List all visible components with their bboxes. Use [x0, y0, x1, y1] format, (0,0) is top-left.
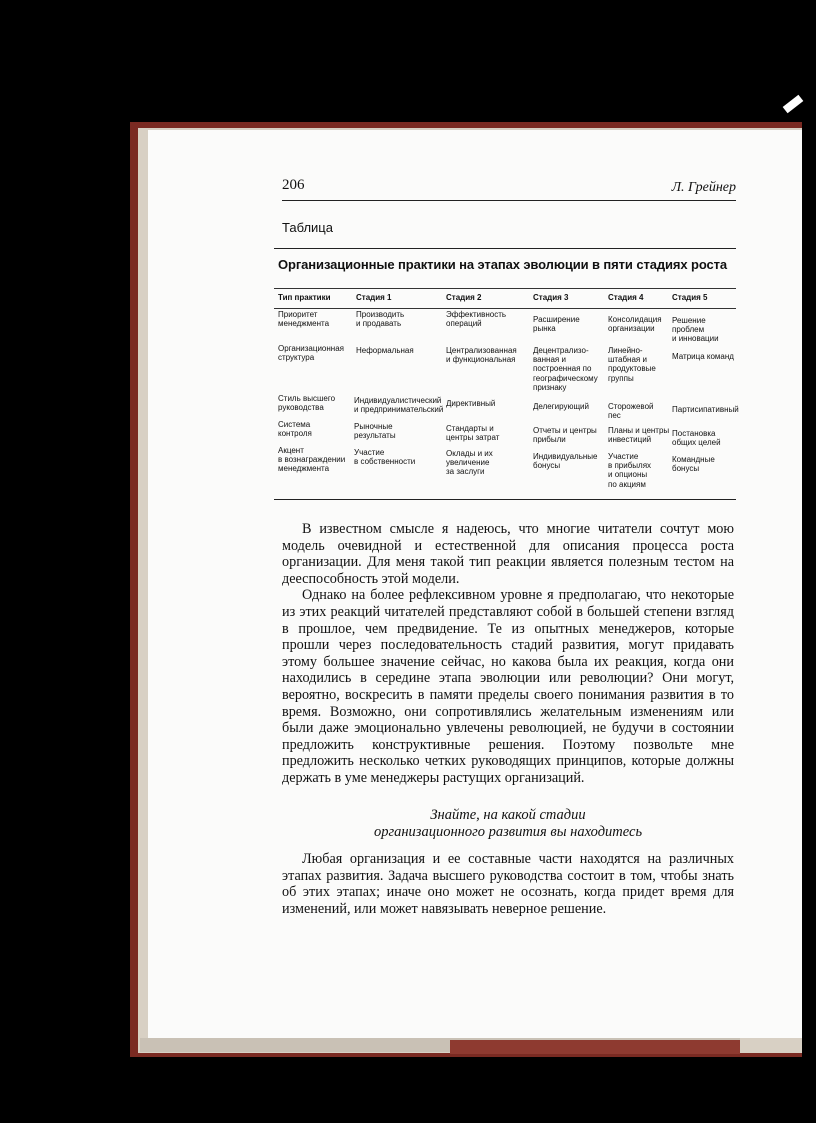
table-cell: Акцент в вознаграждении менеджмента	[278, 446, 346, 474]
scan-corner-mark	[783, 95, 804, 114]
table-cell: Постановка общих целей	[672, 429, 721, 448]
table-cell: Матрица команд	[672, 352, 734, 361]
table-cell: Консолидация организации	[608, 315, 662, 334]
table-header-practice: Тип практики	[278, 293, 331, 302]
page-number: 206	[282, 177, 305, 193]
table-cell: Стиль высшего руководства	[278, 394, 336, 413]
table-rule	[274, 308, 736, 309]
table-cell: Производить и продавать	[356, 310, 405, 329]
table-rule	[274, 288, 736, 289]
cover-bottom-edge	[450, 1040, 740, 1054]
paragraph: Однако на более рефлексивном уровне я предполагаю, что некоторые из этих реакций читателей представляют собой в большей степени взгляд в прошлое, чем предвидение. Те из опытных менеджеров, которые прошли через последовательность стадий развития, могут придавать этому большее значение сейчас, но какова была их реакция, когда они находились в середине этапа эволюции или революции? Они могут, вероятно, воскресить в памяти пределы своего понимания развития в то время. Возможно, они сопротивлялись желательным изменениям или были даже эмоционально увлечены революцией, не будучи в состоянии предложить конструктивные решения. Поэтому позвольте мне предложить несколько четких руководящих принципов, которые должны держать в уме менеджеры растущих организаций.	[282, 587, 734, 786]
table-cell: Командные бонусы	[672, 455, 715, 474]
table-cell: Приоритет менеджмента	[278, 310, 330, 329]
paragraph: В известном смысле я надеюсь, что многие читатели сочтут мою модель очевидной и естественной для описания процесса роста организации. Для меня такой тип реакции является полезным тестом на дееспособность этой модели.	[282, 521, 734, 587]
table-cell: Децентрализо- ванная и построенная по географическому признаку	[533, 346, 598, 392]
table-cell: Линейно- штабная и продуктовые группы	[608, 346, 656, 383]
table-header-stage-2: Стадия 2	[446, 293, 482, 302]
running-author: Л. Грейнер	[671, 180, 736, 195]
table-cell: Партисипативный	[672, 405, 739, 414]
section-heading: Знайте, на какой стадии организационного развития вы находитесь	[373, 807, 643, 840]
table-cell: Стандарты и центры затрат	[446, 424, 500, 443]
table-rule	[274, 499, 736, 500]
table-cell: Централизованная и функциональная	[446, 346, 517, 365]
table-cell: Сторожевой пес	[608, 402, 654, 421]
table-cell: Индивидуалистический и предпринимательский	[354, 396, 444, 415]
table-cell: Участие в прибылях и опционы по акциям	[608, 452, 652, 489]
table-cell: Директивный	[446, 399, 496, 408]
table-cell: Планы и центры инвестиций	[608, 426, 670, 445]
paragraph: Любая организация и ее составные части находятся на различных этапах развития. Задача высшего руководства состоит в том, чтобы знать об этих этапах; иначе оно может не осознать, когда придет время для изменений, или может навязывать неверное решение.	[282, 851, 734, 917]
running-head	[282, 176, 736, 201]
body-text-block-2	[282, 851, 734, 917]
table-title: Организационные практики на этапах эволюции в пяти стадиях роста	[278, 257, 728, 272]
table-cell: Оклады и их увеличение за заслуги	[446, 449, 493, 477]
table-cell: Рыночные результаты	[354, 422, 396, 441]
table-cell: Организационная структура	[278, 344, 344, 363]
table-cell: Делегирующий	[533, 402, 589, 411]
table-cell: Неформальная	[356, 346, 414, 355]
table-cell: Эффективность операций	[446, 310, 507, 329]
table-label: Таблица	[282, 220, 333, 235]
table-header-stage-1: Стадия 1	[356, 293, 392, 302]
table-cell: Индивидуальные бонусы	[533, 452, 598, 471]
table-cell: Решение проблем и инновации	[672, 316, 719, 344]
table-header-stage-4: Стадия 4	[608, 293, 644, 302]
table-cell: Участие в собственности	[354, 448, 416, 467]
body-text-block-1	[282, 521, 734, 787]
table-header-stage-3: Стадия 3	[533, 293, 569, 302]
table-header-stage-5: Стадия 5	[672, 293, 708, 302]
table-cell: Расширение рынка	[533, 315, 580, 334]
table-rule	[274, 248, 736, 249]
book-page	[148, 130, 802, 1038]
table-cell: Отчеты и центры прибыли	[533, 426, 597, 445]
table-cell: Система контроля	[278, 420, 312, 439]
